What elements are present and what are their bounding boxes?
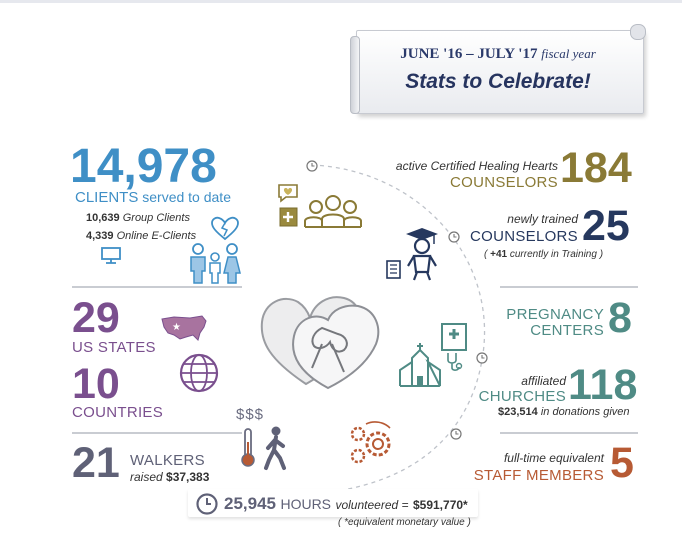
hearts-ribbon-icon xyxy=(258,288,386,390)
new-counselors-note xyxy=(484,249,603,260)
walker-icon xyxy=(262,426,290,470)
healing-hearts-prefix: active Certified Healing Hearts xyxy=(395,159,558,173)
hours-label: HOURS xyxy=(280,496,332,512)
online-clients-label: Online E-Clients xyxy=(116,230,197,242)
countries-number: 10 xyxy=(72,360,120,408)
clock-icon xyxy=(450,428,462,440)
new-counselors-note-count: +41 xyxy=(490,249,508,260)
monitor-icon xyxy=(100,247,122,265)
banner-period-italic: fiscal year xyxy=(541,46,596,61)
new-counselors-number: 25 xyxy=(582,202,630,250)
churches-label: CHURCHES xyxy=(478,388,566,405)
pregnancy-label-1: PREGNANCY xyxy=(506,306,604,323)
divider xyxy=(500,286,638,288)
divider xyxy=(72,432,242,434)
clock-icon xyxy=(448,231,460,243)
states-number: 29 xyxy=(72,294,120,342)
banner-title: Stats to Celebrate! xyxy=(405,70,591,93)
clients-label xyxy=(75,189,231,206)
globe-icon xyxy=(178,352,220,394)
staff-label: STAFF MEMBERS xyxy=(473,467,604,484)
hospital-icon xyxy=(440,322,468,352)
hours-number: 25,945 xyxy=(224,494,276,513)
medical-bible-icon xyxy=(278,207,300,227)
walkers-raised-text: raised xyxy=(130,470,163,484)
states-label: US STATES xyxy=(72,339,156,356)
clients-label-caps: CLIENTS xyxy=(75,189,139,206)
walkers-label: WALKERS xyxy=(130,452,205,469)
staff-prefix: full-time equivalent xyxy=(503,451,604,465)
divider xyxy=(500,432,638,434)
dollar-signs-icon: $$$ xyxy=(236,406,265,423)
walkers-raised xyxy=(130,470,209,484)
clock-icon xyxy=(476,352,488,364)
walkers-number: 21 xyxy=(72,439,120,487)
graduate-icon xyxy=(400,226,442,282)
group-clients xyxy=(86,212,190,224)
church-icon xyxy=(398,342,442,388)
churches-donations-amount: $23,514 xyxy=(498,406,538,418)
clients-label-rest: served to date xyxy=(142,189,231,205)
gears-icon xyxy=(348,420,400,470)
new-counselors-note-open: ( xyxy=(484,249,491,260)
banner-period-main: JUNE '16 – JULY '17 xyxy=(400,46,538,62)
group-people-icon xyxy=(302,193,364,229)
family-icon xyxy=(188,243,242,285)
stethoscope-icon xyxy=(445,352,463,372)
churches-prefix: affiliated xyxy=(521,374,566,388)
clock-icon xyxy=(306,160,318,172)
churches-donations-text: in donations given xyxy=(540,406,630,418)
group-clients-label: Group Clients xyxy=(122,212,190,224)
hours-line xyxy=(224,494,468,514)
churches-donations xyxy=(498,406,630,418)
countries-label: COUNTRIES xyxy=(72,404,164,421)
new-counselors-note-text: currently in Training ) xyxy=(509,249,604,260)
broken-heart-icon xyxy=(211,217,239,241)
clock-icon xyxy=(196,493,218,515)
thermometer-icon xyxy=(240,428,256,468)
heart-chat-icon xyxy=(276,183,300,203)
healing-hearts-number: 184 xyxy=(560,144,632,192)
hours-amount: $591,770* xyxy=(412,498,468,512)
group-clients-count: 10,639 xyxy=(86,212,120,224)
hours-volunteered: volunteered = xyxy=(335,498,409,512)
walkers-raised-amount: $37,383 xyxy=(166,470,210,484)
svg-text:★: ★ xyxy=(172,322,181,333)
hours-footnote: ( *equivalent monetary value ) xyxy=(338,517,471,528)
pregnancy-number: 8 xyxy=(608,294,632,342)
healing-hearts-label: COUNSELORS xyxy=(449,174,558,191)
new-counselors-prefix: newly trained xyxy=(507,212,578,226)
clients-number: 14,978 xyxy=(70,140,217,193)
online-clients-count: 4,339 xyxy=(86,230,114,242)
book-icon xyxy=(386,260,402,280)
online-clients xyxy=(86,230,196,242)
churches-number: 118 xyxy=(568,361,638,409)
staff-number: 5 xyxy=(610,439,634,487)
new-counselors-label: COUNSELORS xyxy=(469,228,578,245)
pregnancy-label-2: CENTERS xyxy=(530,322,604,339)
usa-map-icon xyxy=(160,313,208,343)
divider xyxy=(72,286,242,288)
